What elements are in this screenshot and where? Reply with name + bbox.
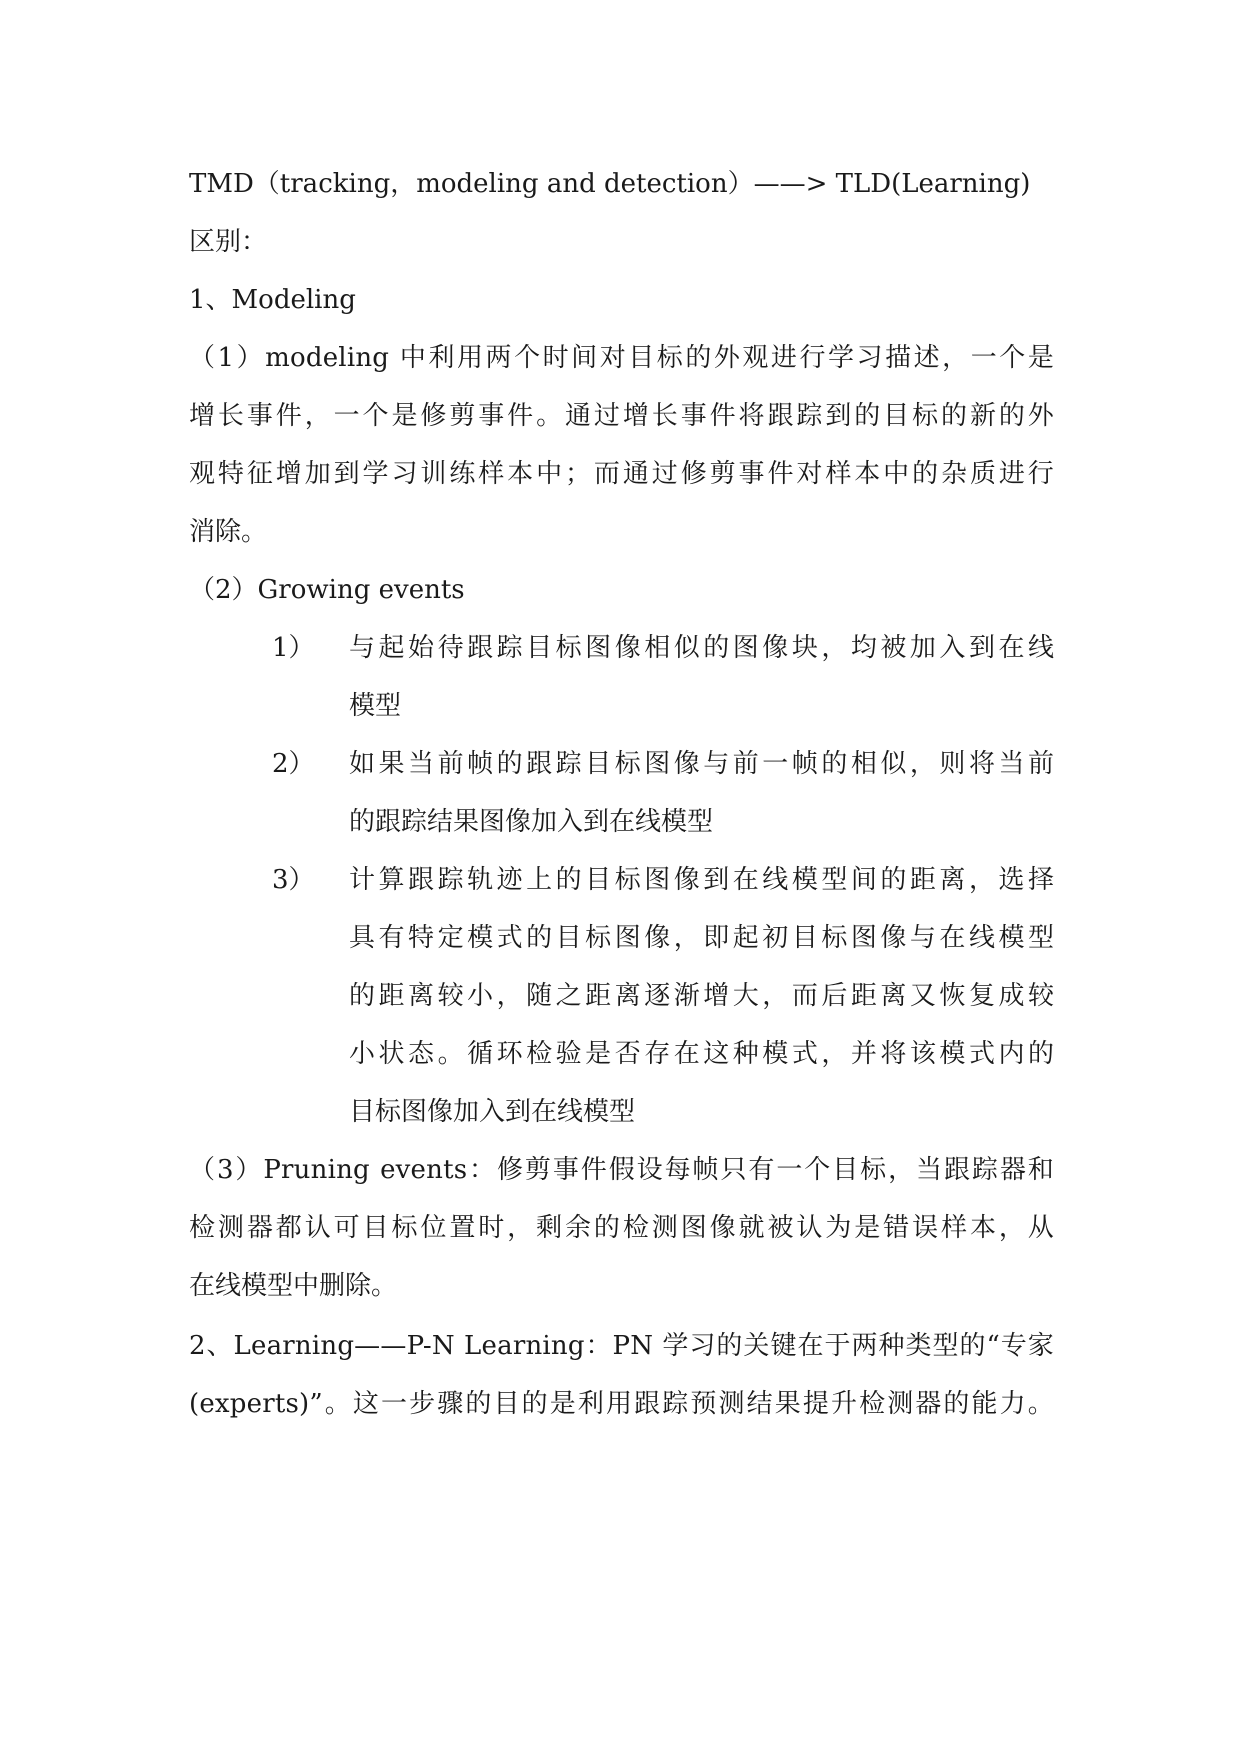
list-item-line: 小状态。循环检验是否存在这种模式，并将该模式内的	[349, 1039, 1054, 1069]
list-item-line: 模型	[349, 691, 402, 721]
paragraph-line: （1）modeling 中利用两个时间对目标的外观进行学习描述，一个是	[189, 343, 1054, 373]
paragraph-line: 增长事件，一个是修剪事件。通过增长事件将跟踪到的目标的新的外	[189, 401, 1054, 431]
list-item-line: 具有特定模式的目标图像，即起初目标图像与在线模型	[349, 923, 1054, 953]
list-item-line: 目标图像加入到在线模型	[349, 1097, 636, 1127]
title-line: TMD（tracking，modeling and detection）——> TLD(Learning)	[189, 169, 1031, 199]
list-item-number: 2）	[272, 749, 315, 779]
list-item-line: 计算跟踪轨迹上的目标图像到在线模型间的距离，选择	[349, 865, 1054, 895]
section-line-learning: (experts)”。这一步骤的目的是利用跟踪预测结果提升检测器的能力。	[189, 1389, 1054, 1419]
diff-label: 区别：	[189, 227, 268, 257]
paragraph-line: 消除。	[189, 517, 268, 547]
list-item-line: 的距离较小，随之距离逐渐增大，而后距离又恢复成较	[349, 981, 1054, 1011]
paragraph-line: 在线模型中删除。	[189, 1271, 398, 1301]
list-item-line: 的跟踪结果图像加入到在线模型	[349, 807, 714, 837]
section-line-learning: 2、Learning——P-N Learning：PN 学习的关键在于两种类型的“专家	[189, 1331, 1054, 1361]
section-heading-modeling: 1、Modeling	[189, 285, 356, 315]
subheading-growing-events: （2）Growing events	[189, 575, 465, 605]
paragraph-line: 检测器都认可目标位置时，剩余的检测图像就被认为是错误样本，从	[189, 1213, 1054, 1243]
list-item-number: 3）	[272, 865, 315, 895]
list-item-line: 与起始待跟踪目标图像相似的图像块，均被加入到在线	[349, 633, 1054, 663]
paragraph-line: 观特征增加到学习训练样本中；而通过修剪事件对样本中的杂质进行	[189, 459, 1054, 489]
list-item-line: 如果当前帧的跟踪目标图像与前一帧的相似，则将当前	[349, 749, 1054, 779]
paragraph-line: （3）Pruning events：修剪事件假设每帧只有一个目标，当跟踪器和	[189, 1155, 1054, 1185]
list-item-number: 1）	[272, 633, 315, 663]
